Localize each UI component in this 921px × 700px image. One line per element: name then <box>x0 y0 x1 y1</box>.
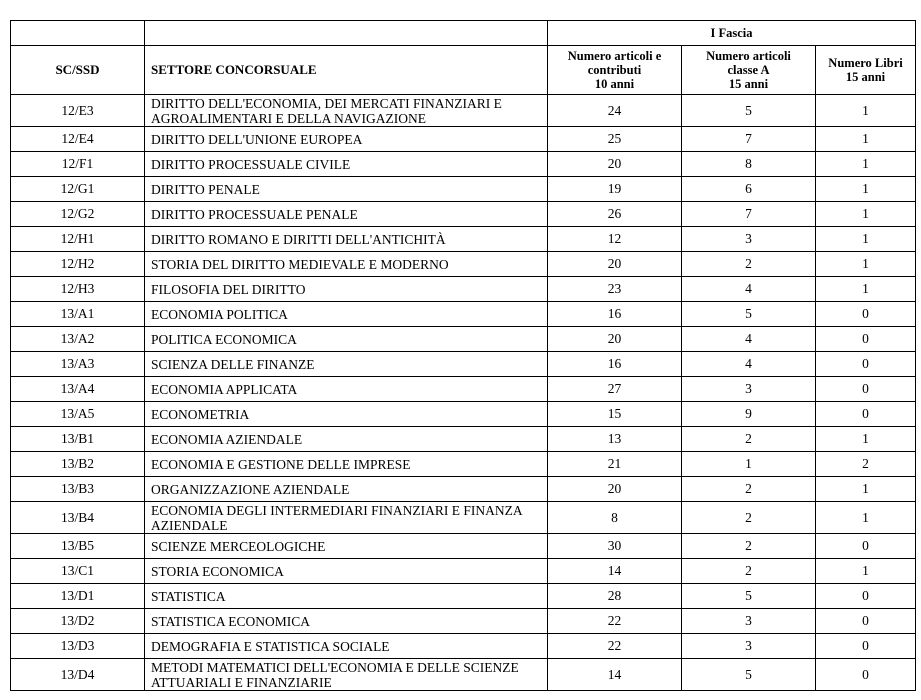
table-row <box>11 277 916 302</box>
column-header-articles-line1: Numero articoli e <box>567 49 662 63</box>
table-row <box>11 252 916 277</box>
column-header-books-line2: 15 anni <box>845 70 886 84</box>
cell-articles: 19 <box>548 177 682 202</box>
column-header-articles-line3: 10 anni <box>594 77 635 91</box>
table-row <box>11 377 916 402</box>
table-row <box>11 202 916 227</box>
table-row <box>11 634 916 659</box>
cell-articles: 20 <box>548 152 682 177</box>
table-row <box>11 659 916 691</box>
cell-sector: DIRITTO PROCESSUALE PENALE <box>145 202 548 227</box>
cell-class-a: 5 <box>682 659 816 691</box>
cell-code: 13/D1 <box>11 584 145 609</box>
cell-class-a: 9 <box>682 402 816 427</box>
cell-articles: 25 <box>548 127 682 152</box>
table-header <box>11 21 916 95</box>
cell-class-a: 1 <box>682 452 816 477</box>
column-header-articles <box>548 46 682 95</box>
cell-books: 0 <box>816 402 916 427</box>
cell-sector: ECONOMIA AZIENDALE <box>145 427 548 452</box>
cell-code: 13/A4 <box>11 377 145 402</box>
cell-articles: 22 <box>548 634 682 659</box>
cell-books: 1 <box>816 177 916 202</box>
cell-sector: ORGANIZZAZIONE AZIENDALE <box>145 477 548 502</box>
cell-sector: ECONOMIA POLITICA <box>145 302 548 327</box>
cell-sector: DIRITTO DELL'UNIONE EUROPEA <box>145 127 548 152</box>
cell-books: 0 <box>816 659 916 691</box>
column-header-class-a-line2: classe A <box>727 63 770 77</box>
cell-articles: 27 <box>548 377 682 402</box>
cell-sector: METODI MATEMATICI DELL'ECONOMIA E DELLE SCIENZE ATTUARIALI E FINANZIARIE <box>145 659 548 691</box>
table-row <box>11 152 916 177</box>
cell-class-a: 2 <box>682 534 816 559</box>
cell-code: 13/D4 <box>11 659 145 691</box>
cell-class-a: 2 <box>682 477 816 502</box>
cell-class-a: 8 <box>682 152 816 177</box>
table-row <box>11 559 916 584</box>
cell-class-a: 4 <box>682 277 816 302</box>
cell-class-a: 2 <box>682 427 816 452</box>
cell-sector: SCIENZE MERCEOLOGICHE <box>145 534 548 559</box>
cell-sector: SCIENZA DELLE FINANZE <box>145 352 548 377</box>
cell-books: 1 <box>816 502 916 534</box>
cell-articles: 22 <box>548 609 682 634</box>
cell-articles: 30 <box>548 534 682 559</box>
table-row <box>11 402 916 427</box>
cell-class-a: 5 <box>682 95 816 127</box>
cell-class-a: 6 <box>682 177 816 202</box>
cell-articles: 14 <box>548 559 682 584</box>
cell-class-a: 4 <box>682 327 816 352</box>
header-group-row <box>11 21 916 46</box>
thresholds-table <box>10 20 916 691</box>
cell-sector: STATISTICA <box>145 584 548 609</box>
cell-class-a: 3 <box>682 377 816 402</box>
cell-sector: DIRITTO ROMANO E DIRITTI DELL'ANTICHITÀ <box>145 227 548 252</box>
cell-class-a: 2 <box>682 559 816 584</box>
cell-books: 0 <box>816 377 916 402</box>
cell-books: 1 <box>816 277 916 302</box>
table-row <box>11 95 916 127</box>
cell-books: 1 <box>816 252 916 277</box>
cell-code: 12/E3 <box>11 95 145 127</box>
cell-sector: ECONOMIA E GESTIONE DELLE IMPRESE <box>145 452 548 477</box>
cell-sector: ECONOMETRIA <box>145 402 548 427</box>
cell-sector: ECONOMIA DEGLI INTERMEDIARI FINANZIARI E FINANZA AZIENDALE <box>145 502 548 534</box>
cell-articles: 20 <box>548 477 682 502</box>
cell-articles: 26 <box>548 202 682 227</box>
cell-articles: 28 <box>548 584 682 609</box>
cell-code: 12/H1 <box>11 227 145 252</box>
cell-class-a: 7 <box>682 202 816 227</box>
cell-code: 12/G1 <box>11 177 145 202</box>
cell-class-a: 2 <box>682 252 816 277</box>
cell-code: 13/B5 <box>11 534 145 559</box>
cell-books: 0 <box>816 634 916 659</box>
cell-books: 0 <box>816 584 916 609</box>
table-row <box>11 327 916 352</box>
cell-articles: 14 <box>548 659 682 691</box>
cell-books: 1 <box>816 202 916 227</box>
cell-code: 12/F1 <box>11 152 145 177</box>
cell-sector: DIRITTO PENALE <box>145 177 548 202</box>
cell-class-a: 3 <box>682 634 816 659</box>
cell-code: 12/H3 <box>11 277 145 302</box>
table-row <box>11 584 916 609</box>
cell-books: 1 <box>816 559 916 584</box>
cell-books: 1 <box>816 127 916 152</box>
cell-sector: STATISTICA ECONOMICA <box>145 609 548 634</box>
cell-code: 13/C1 <box>11 559 145 584</box>
table-row <box>11 477 916 502</box>
cell-articles: 20 <box>548 252 682 277</box>
table-row <box>11 452 916 477</box>
header-empty-cell-2 <box>145 21 548 46</box>
cell-articles: 13 <box>548 427 682 452</box>
cell-sector: STORIA DEL DIRITTO MEDIEVALE E MODERNO <box>145 252 548 277</box>
cell-articles: 24 <box>548 95 682 127</box>
cell-books: 1 <box>816 427 916 452</box>
cell-books: 2 <box>816 452 916 477</box>
cell-class-a: 3 <box>682 609 816 634</box>
cell-code: 12/G2 <box>11 202 145 227</box>
table-row <box>11 609 916 634</box>
cell-sector: DIRITTO PROCESSUALE CIVILE <box>145 152 548 177</box>
cell-class-a: 5 <box>682 584 816 609</box>
cell-articles: 23 <box>548 277 682 302</box>
cell-books: 1 <box>816 477 916 502</box>
cell-articles: 15 <box>548 402 682 427</box>
column-header-class-a-line1: Numero articoli <box>706 49 791 63</box>
cell-articles: 16 <box>548 302 682 327</box>
header-empty-cell-1 <box>11 21 145 46</box>
cell-sector: FILOSOFIA DEL DIRITTO <box>145 277 548 302</box>
cell-code: 13/A1 <box>11 302 145 327</box>
cell-sector: POLITICA ECONOMICA <box>145 327 548 352</box>
cell-books: 0 <box>816 534 916 559</box>
cell-code: 13/B4 <box>11 502 145 534</box>
table-body <box>11 95 916 691</box>
table-row <box>11 427 916 452</box>
column-header-articles-line2: contributi <box>587 63 642 77</box>
cell-sector: STORIA ECONOMICA <box>145 559 548 584</box>
table-row <box>11 177 916 202</box>
cell-code: 13/B2 <box>11 452 145 477</box>
cell-code: 12/H2 <box>11 252 145 277</box>
cell-code: 13/A2 <box>11 327 145 352</box>
table-row <box>11 352 916 377</box>
cell-books: 1 <box>816 227 916 252</box>
cell-sector: DEMOGRAFIA E STATISTICA SOCIALE <box>145 634 548 659</box>
cell-books: 1 <box>816 95 916 127</box>
cell-code: 13/D2 <box>11 609 145 634</box>
table-row <box>11 127 916 152</box>
column-header-class-a-line3: 15 anni <box>728 77 769 91</box>
group-label-i-fascia: I Fascia <box>548 21 916 46</box>
cell-articles: 8 <box>548 502 682 534</box>
cell-articles: 12 <box>548 227 682 252</box>
cell-code: 13/B3 <box>11 477 145 502</box>
cell-code: 13/A3 <box>11 352 145 377</box>
cell-code: 13/D3 <box>11 634 145 659</box>
cell-sector: DIRITTO DELL'ECONOMIA, DEI MERCATI FINANZIARI E AGROALIMENTARI E DELLA NAVIGAZIONE <box>145 95 548 127</box>
cell-code: 13/B1 <box>11 427 145 452</box>
cell-books: 1 <box>816 152 916 177</box>
cell-code: 12/E4 <box>11 127 145 152</box>
cell-class-a: 7 <box>682 127 816 152</box>
column-header-books <box>816 46 916 95</box>
table-row <box>11 227 916 252</box>
cell-sector: ECONOMIA APPLICATA <box>145 377 548 402</box>
cell-articles: 16 <box>548 352 682 377</box>
table-row <box>11 534 916 559</box>
cell-class-a: 2 <box>682 502 816 534</box>
cell-articles: 20 <box>548 327 682 352</box>
cell-class-a: 5 <box>682 302 816 327</box>
column-header-code: SC/SSD <box>11 46 145 95</box>
column-header-books-line1: Numero Libri <box>828 56 903 70</box>
table-row <box>11 502 916 534</box>
cell-books: 0 <box>816 609 916 634</box>
column-header-sector: SETTORE CONCORSUALE <box>145 46 548 95</box>
cell-articles: 21 <box>548 452 682 477</box>
cell-books: 0 <box>816 302 916 327</box>
cell-books: 0 <box>816 352 916 377</box>
cell-class-a: 3 <box>682 227 816 252</box>
column-header-class-a <box>682 46 816 95</box>
header-columns-row <box>11 46 916 95</box>
cell-class-a: 4 <box>682 352 816 377</box>
table-row <box>11 302 916 327</box>
cell-books: 0 <box>816 327 916 352</box>
cell-code: 13/A5 <box>11 402 145 427</box>
